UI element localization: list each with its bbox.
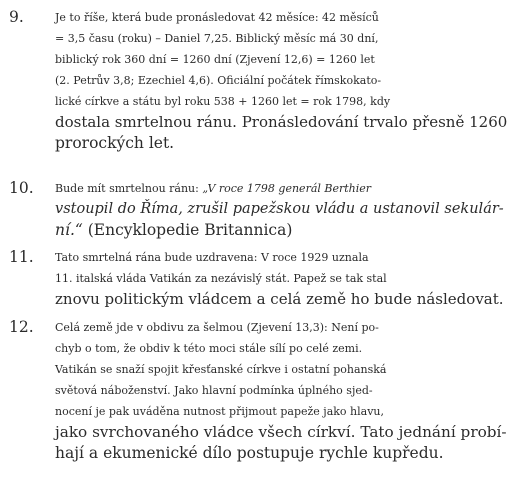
item-number: 12. [9,318,34,336]
source-citation: (Encyklopedie Britannica) [82,221,293,239]
text-line: chyb o tom, že obdiv k této moci stále sílí po celé zemi. [55,342,363,355]
item-number: 9. [9,8,24,26]
text-line: biblický rok 360 dní = 1260 dní (Zjevení 12,6) = 1260 let [55,53,375,66]
text-line: hají a ekumenické dílo postupuje rychle kupředu. [55,444,444,462]
text-line: znovu politickým vládcem a celá země ho bude následovat. [55,290,504,308]
text-line: světová náboženství. Jako hlavní podmínka úplného sjed- [55,384,373,397]
text-line: nocení je pak uváděna nutnost přijmout papeže jako hlavu, [55,405,385,418]
item-number: 11. [9,248,34,266]
text-line: Je to říše, která bude pronásledovat 42 měsíce: 42 měsíců [55,11,379,24]
text-line: Vatikán se snaží spojit křesťanské církve i ostatní pohanská [55,363,387,376]
text-line: jako svrchovaného vládce všech církví. Tato jednání probí- [55,423,507,441]
item-number: 10. [9,179,34,197]
text-line: = 3,5 času (roku) – Daniel 7,25. Biblický měsíc má 30 dní, [55,32,379,45]
quote-text: „V roce 1798 generál Berthier [202,182,372,195]
plain-text: Bude mít smrtelnou ránu: [55,182,203,195]
item-text [55,178,504,241]
text-line [55,178,504,199]
text-line [55,220,504,241]
text-line: (2. Petrův 3,8; Ezechiel 4,6). Oficiální počátek římskokato- [55,74,382,87]
item-text [55,317,507,464]
quote-text: ní.“ [55,221,83,239]
item-text [55,247,504,310]
quote-text: vstoupil do Říma, zrušil papežskou vládu a ustanovil sekulár- [55,201,504,217]
text-line: Celá země jde v obdivu za šelmou (Zjevení 13,3): Není po- [55,321,379,334]
text-line: dostala smrtelnou ránu. Pronásledování trvalo přesně 1260 [55,113,508,131]
item-text [55,7,507,154]
text-line: 11. italská vláda Vatikán za nezávislý stát. Papež se tak stal [55,272,387,285]
text-line: Tato smrtelná rána bude uzdravena: V roce 1929 uznala [55,251,369,264]
text-line: lické církve a státu byl roku 538 + 1260 let = rok 1798, kdy [55,95,391,108]
text-line: prorockých let. [55,134,175,152]
